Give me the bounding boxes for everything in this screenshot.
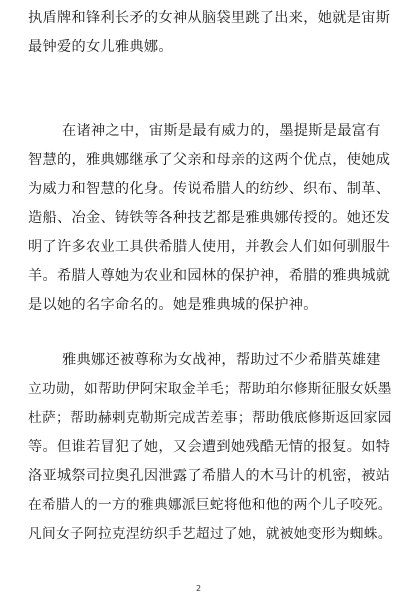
paragraph-3-line-5: 洛亚城祭司拉奥孔因泄露了希腊人的木马计的机密，被站 bbox=[28, 468, 391, 484]
paragraph-3-line-4: 等。但谁若冒犯了她，又会遭到她残酷无情的报复。如特 bbox=[28, 439, 391, 455]
paragraph-2-line-5: 明了许多农业工具供希腊人使用，并教会人们如何驯服牛 bbox=[28, 239, 391, 255]
paragraph-2-line-7: 是以她的名字命名的。她是雅典城的保护神。 bbox=[28, 297, 318, 313]
page-number: 2 bbox=[196, 584, 202, 593]
paragraph-1-line-2: 最钟爱的女儿雅典娜。 bbox=[28, 39, 173, 55]
paragraph-3-line-6: 在希腊人的一方的雅典娜派巨蛇将他和他的两个儿子咬死。 bbox=[28, 497, 392, 513]
paragraph-2-line-1: 在诸神之中，宙斯是最有威力的，墨提斯是最富有 bbox=[62, 123, 381, 139]
paragraph-2-line-6: 羊。希腊人尊她为农业和园林的保护神，希腊的雅典城就 bbox=[28, 268, 391, 284]
paragraph-1-line-1: 执盾牌和锋利长矛的女神从脑袋里跳了出来，她就是宙斯 bbox=[28, 10, 391, 26]
paragraph-3-line-3: 杜萨；帮助赫剌克勒斯完成苦差事；帮助俄底修斯返回家园 bbox=[28, 410, 392, 426]
paragraph-2-line-2: 智慧的，雅典娜继承了父亲和母亲的这两个优点，使她成 bbox=[28, 152, 391, 168]
paragraph-3-line-7: 凡间女子阿拉克涅纺织手艺超过了她，就被她变形为蜘蛛。 bbox=[28, 526, 392, 542]
paragraph-3-line-1: 雅典娜还被尊称为女战神，帮助过不少希腊英雄建 bbox=[62, 352, 381, 368]
paragraph-2-line-3: 为威力和智慧的化身。传说希腊人的纺纱、织布、制革、 bbox=[28, 181, 391, 197]
paragraph-2-line-4: 造船、冶金、铸铁等各种技艺都是雅典娜传授的。她还发 bbox=[28, 210, 391, 226]
paragraph-3-line-2: 立功勋，如帮助伊阿宋取金羊毛；帮助珀尔修斯征服女妖墨 bbox=[28, 381, 392, 397]
